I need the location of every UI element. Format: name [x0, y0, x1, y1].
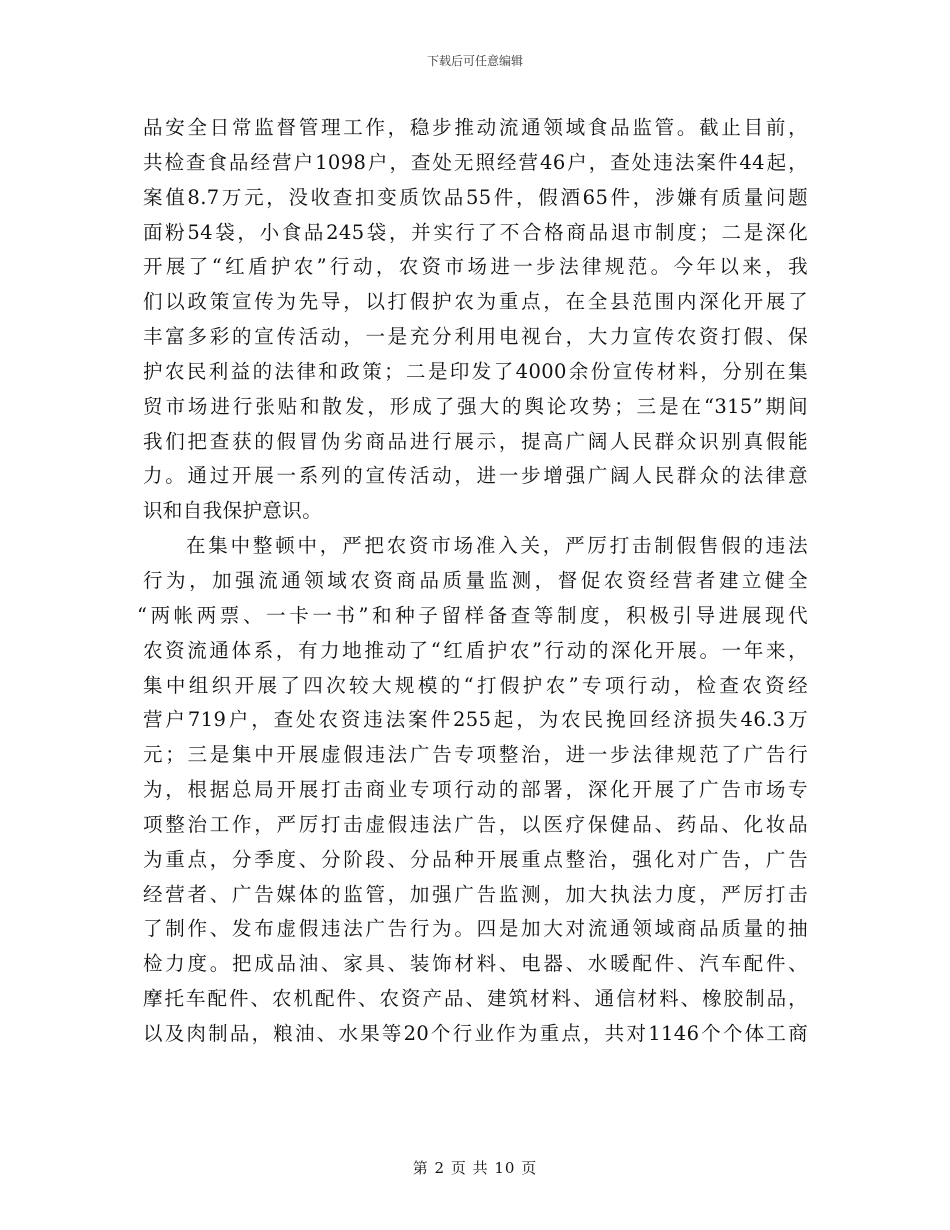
- body-line: 检力度。把成品油、家具、装饰材料、电器、水暖配件、汽车配件、: [143, 952, 808, 976]
- body-line: 丰富多彩的宣传活动，一是充分利用电视台，大力宣传农资打假、保: [143, 325, 808, 349]
- body-line: 元；三是集中开展虚假违法广告专项整治，进一步法律规范了广告行: [143, 743, 808, 767]
- body-line: 们以政策宣传为先导，以打假护农为重点，在全县范围内深化开展了: [143, 290, 808, 314]
- body-line: 集中组织开展了四次较大规模的“打假护农”专项行动，检查农资经: [143, 673, 808, 697]
- body-line: 我们把查获的假冒伪劣商品进行展示，提高广阔人民群众识别真假能: [143, 429, 808, 453]
- body-line: 共检查食品经营户1098户，查处无照经营46户，查处违法案件44起，: [143, 150, 808, 174]
- body-line: 经营者、广告媒体的监管，加强广告监测，加大执法力度，严厉打击: [143, 882, 808, 906]
- body-line: 品安全日常监督管理工作，稳步推动流通领域食品监管。截止目前，: [143, 116, 808, 139]
- body-line: 行为，加强流通领域农资商品质量监测，督促农资经营者建立健全: [143, 568, 808, 592]
- body-line: 以及肉制品，粮油、水果等20个行业作为重点，共对1146个个体工商: [143, 1021, 808, 1045]
- page-number-footer: 第 2 页 共 10 页: [412, 1159, 538, 1177]
- body-line: 摩托车配件、农机配件、农资产品、建筑材料、通信材料、橡胶制品，: [143, 987, 808, 1011]
- body-line: 面粉54袋，小食品245袋，并实行了不合格商品退市制度；二是深化: [143, 220, 808, 244]
- body-line: “两帐两票、一卡一书”和种子留样备查等制度，积极引导进展现代: [137, 603, 808, 627]
- body-line: 农资流通体系，有力地推动了“红盾护农”行动的深化开展。一年来，: [143, 638, 808, 662]
- body-line: 护农民利益的法律和政策；二是印发了4000余份宣传材料，分别在集: [143, 359, 808, 383]
- body-line: 开展了“红盾护农”行动，农资市场进一步法律规范。今年以来，我: [143, 255, 808, 279]
- body-line: 为，根据总局开展打击商业专项行动的部署，深化开展了广告市场专: [143, 778, 808, 802]
- body-line: 了制作、发布虚假违法广告行为。四是加大对流通领域商品质量的抽: [143, 917, 808, 941]
- document-body: [137, 111, 808, 1052]
- body-line: 营户719户，查处农资违法案件255起，为农民挽回经济损失46.3万: [143, 708, 808, 732]
- page-header: 下载后可任意编辑: [426, 54, 523, 68]
- body-line: 为重点，分季度、分阶段、分品种开展重点整治，强化对广告，广告: [143, 847, 808, 871]
- body-line: 力。通过开展一系列的宣传活动，进一步增强广阔人民群众的法律意: [143, 464, 808, 488]
- body-line: 贸市场进行张贴和散发，形成了强大的舆论攻势；三是在“315”期间: [143, 394, 808, 418]
- paragraph-first-line: 在集中整顿中，严把农资市场准入关，严厉打击制假售假的违法: [186, 534, 808, 558]
- body-line: 识和自我保护意识。: [143, 499, 323, 523]
- body-line: 项整治工作，严厉打击虚假违法广告，以医疗保健品、药品、化妆品: [143, 812, 808, 836]
- body-line: 案值8.7万元，没收查扣变质饮品55件，假酒65件，涉嫌有质量问题: [143, 185, 808, 209]
